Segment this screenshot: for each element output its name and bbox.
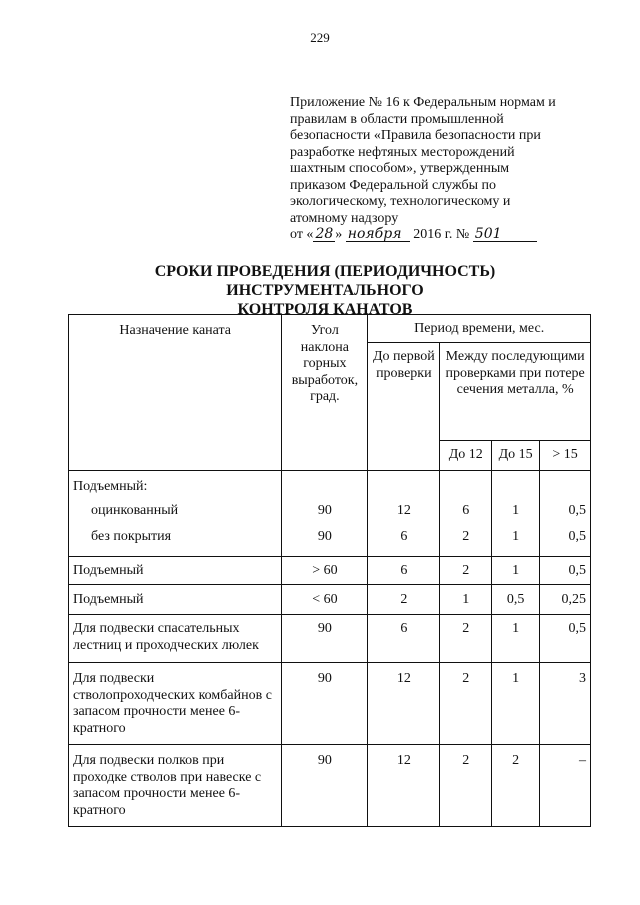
- cell-c15plus: 0,5: [540, 501, 591, 527]
- cell-c12: 2: [440, 745, 492, 827]
- cell-first: 2: [368, 585, 440, 615]
- title-line-1: СРОКИ ПРОВЕДЕНИЯ (ПЕРИОДИЧНОСТЬ) ИНСТРУМЕНТАЛЬНОГО: [154, 263, 496, 299]
- header-period: Период времени, мес.: [368, 315, 591, 343]
- cell-angle: 90: [282, 527, 368, 557]
- cell-c15plus: –: [540, 745, 591, 827]
- cell-first: 6: [368, 527, 440, 557]
- cell-angle: 90: [282, 663, 368, 745]
- cell-c12: 6: [440, 501, 492, 527]
- cell-c15: 1: [492, 527, 540, 557]
- cell-angle: [282, 471, 368, 501]
- cell-c12: 1: [440, 585, 492, 615]
- cell-c15: 1: [492, 663, 540, 745]
- cell-c15: 1: [492, 501, 540, 527]
- cell-name: оцинкованный: [69, 501, 282, 527]
- handwritten-number: 501: [473, 227, 537, 242]
- cell-c15plus: 0,25: [540, 585, 591, 615]
- cell-angle: < 60: [282, 585, 368, 615]
- table-row: [69, 585, 591, 615]
- title-line-2: КОНТРОЛЯ КАНАТОВ: [237, 301, 413, 318]
- cell-name: без покрытия: [69, 527, 282, 557]
- handwritten-day: 28: [315, 226, 334, 242]
- header-loss-15: До 15: [492, 441, 540, 471]
- date-prefix: от «: [290, 227, 314, 242]
- cell-angle: 90: [282, 615, 368, 663]
- appendix-line: экологическому, технологическому и: [290, 194, 511, 209]
- table-row: [69, 527, 591, 557]
- handwritten-month: ноября: [346, 227, 410, 242]
- cell-angle: 90: [282, 501, 368, 527]
- cell-c15: 1: [492, 557, 540, 585]
- document-title: [60, 262, 590, 319]
- cell-first: 6: [368, 615, 440, 663]
- cell-c15: [492, 471, 540, 501]
- cell-name: Подъемный: [69, 557, 282, 585]
- cell-name: Для подвески стволопроходческих комбайнов с запасом прочности менее 6-кратного: [69, 663, 282, 745]
- appendix-line: Приложение № 16 к Федеральным нормам и: [290, 95, 556, 110]
- header-purpose: Назначение каната: [69, 315, 282, 471]
- cell-c12: [440, 471, 492, 501]
- table-row: [69, 615, 591, 663]
- table-row: [69, 745, 591, 827]
- table-row: [69, 663, 591, 745]
- table-row: [69, 501, 591, 527]
- cell-c15plus: 0,5: [540, 527, 591, 557]
- header-angle: Угол наклона горных выработок, град.: [282, 315, 368, 471]
- cell-c12: 2: [440, 663, 492, 745]
- cell-first: 12: [368, 745, 440, 827]
- cell-name: Подъемный: [69, 585, 282, 615]
- header-between-checks: Между последующими проверками при потере сечения металла, %: [440, 343, 591, 441]
- inspection-schedule-table: [68, 314, 591, 827]
- cell-c15: 0,5: [492, 585, 540, 615]
- cell-first: [368, 471, 440, 501]
- cell-name: Подъемный:: [69, 471, 282, 501]
- cell-name: Для подвески полков при проходке стволов при навеске с запасом прочности менее 6-кратного: [69, 745, 282, 827]
- appendix-line: безопасности «Правила безопасности при: [290, 128, 541, 143]
- order-year: 2016 г. №: [413, 227, 470, 242]
- appendix-line: приказом Федеральной службы по: [290, 177, 496, 193]
- cell-first: 12: [368, 501, 440, 527]
- cell-c12: 2: [440, 615, 492, 663]
- table-row: [69, 471, 591, 501]
- cell-angle: 90: [282, 745, 368, 827]
- cell-c12: 2: [440, 527, 492, 557]
- appendix-line: шахтным способом», утвержденным: [290, 161, 510, 176]
- cell-first: 12: [368, 663, 440, 745]
- appendix-line: правилам в области промышленной: [290, 111, 504, 127]
- table-row: [69, 557, 591, 585]
- cell-c12: 2: [440, 557, 492, 585]
- appendix-block: [290, 95, 610, 244]
- cell-first: 6: [368, 557, 440, 585]
- cell-c15plus: 3: [540, 663, 591, 745]
- cell-c15plus: [540, 471, 591, 501]
- header-first-check: До первой проверки: [368, 343, 440, 471]
- appendix-line: разработке нефтяных месторождений: [290, 144, 515, 160]
- page-number: 229: [310, 30, 330, 45]
- cell-angle: > 60: [282, 557, 368, 585]
- appendix-line: атомному надзору: [290, 210, 399, 226]
- header-loss-over-15: > 15: [540, 441, 591, 471]
- header-loss-12: До 12: [440, 441, 492, 471]
- order-date-line: от « 28 » ноября 2016 г. № 501: [290, 227, 610, 244]
- cell-name: Для подвески спасательных лестниц и проходческих люлек: [69, 615, 282, 663]
- cell-c15plus: 0,5: [540, 615, 591, 663]
- cell-c15: 1: [492, 615, 540, 663]
- cell-c15plus: 0,5: [540, 557, 591, 585]
- cell-c15: 2: [492, 745, 540, 827]
